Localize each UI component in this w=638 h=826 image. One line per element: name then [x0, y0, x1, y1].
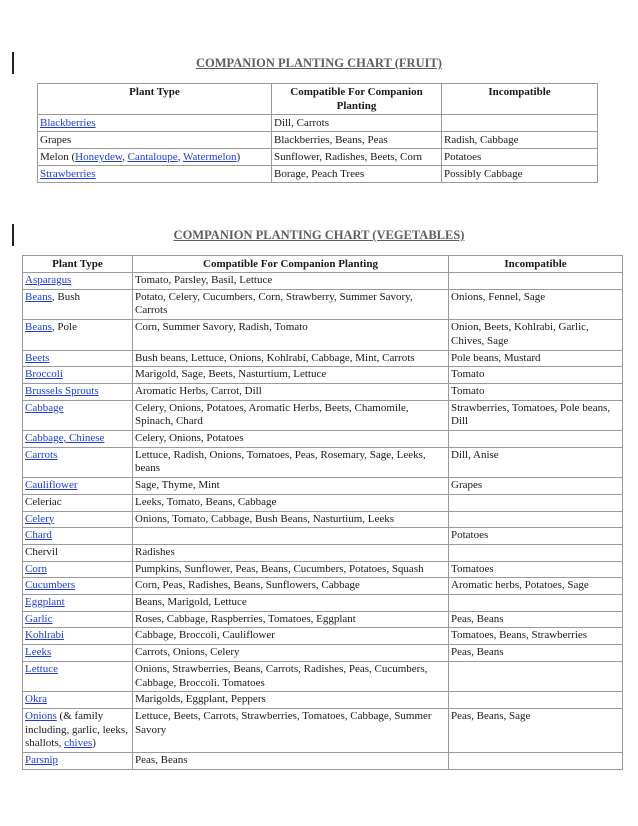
- incompatible-cell: Aromatic herbs, Potatoes, Sage: [449, 578, 623, 595]
- incompatible-cell: Dill, Anise: [449, 447, 623, 477]
- compatible-cell: Celery, Onions, Potatoes, Aromatic Herbs, Beets, Chamomile, Spinach, Chard: [133, 400, 449, 430]
- plant-link[interactable]: Corn: [25, 562, 47, 575]
- plant-link[interactable]: Broccoli: [25, 368, 63, 381]
- incompatible-cell: Potatoes: [442, 149, 598, 166]
- plant-link[interactable]: Onions: [25, 709, 57, 722]
- plant-type-cell: [23, 273, 133, 290]
- table-row: [23, 645, 623, 662]
- table-row: [23, 628, 623, 645]
- fruit-chart-title: COMPANION PLANTING CHART (FRUIT): [196, 56, 442, 70]
- fruit-header-plant-type: Plant Type: [38, 84, 272, 115]
- plant-text: Celeriac: [25, 495, 62, 508]
- compatible-cell: Carrots, Onions, Celery: [133, 645, 449, 662]
- table-row: [38, 132, 598, 149]
- incompatible-cell: Onions, Fennel, Sage: [449, 289, 623, 319]
- compatible-cell: Tomato, Parsley, Basil, Lettuce: [133, 273, 449, 290]
- table-row: [23, 494, 623, 511]
- incompatible-cell: [449, 273, 623, 290]
- table-row: [23, 595, 623, 612]
- plant-link[interactable]: Garlic: [25, 612, 53, 625]
- table-row: [23, 578, 623, 595]
- table-row: [23, 692, 623, 709]
- table-row: [23, 447, 623, 477]
- compatible-cell: Onions, Strawberries, Beans, Carrots, Radishes, Peas, Cucumbers, Cabbage, Broccoli. Tomatoes: [133, 661, 449, 691]
- incompatible-cell: Tomatoes: [449, 561, 623, 578]
- incompatible-cell: Potatoes: [449, 528, 623, 545]
- incompatible-cell: [449, 544, 623, 561]
- plant-link[interactable]: Beans: [25, 321, 52, 334]
- plant-link[interactable]: Leeks: [25, 646, 52, 659]
- plant-type-cell: [23, 447, 133, 477]
- plant-text: Chervil: [25, 545, 58, 558]
- veg-header-incompatible: Incompatible: [449, 256, 623, 273]
- compatible-cell: Pumpkins, Sunflower, Peas, Beans, Cucumbers, Potatoes, Squash: [133, 561, 449, 578]
- plant-type-cell: [23, 320, 133, 350]
- compatible-cell: [133, 528, 449, 545]
- compatible-cell: Leeks, Tomato, Beans, Cabbage: [133, 494, 449, 511]
- plant-link[interactable]: chives: [64, 737, 93, 750]
- compatible-cell: Radishes: [133, 544, 449, 561]
- plant-link[interactable]: Watermelon: [183, 151, 237, 163]
- plant-text: ): [92, 737, 96, 750]
- incompatible-cell: [449, 431, 623, 448]
- table-row: [23, 320, 623, 350]
- compatible-cell: Sage, Thyme, Mint: [133, 478, 449, 495]
- plant-link[interactable]: Cauliflower: [25, 479, 78, 492]
- plant-link[interactable]: Brussels Sprouts: [25, 384, 99, 397]
- plant-type-cell: [23, 431, 133, 448]
- table-row: [23, 367, 623, 384]
- fruit-header-compatible: Compatible For Companion Planting: [272, 84, 442, 115]
- compatible-cell: Roses, Cabbage, Raspberries, Tomatoes, Eggplant: [133, 611, 449, 628]
- compatible-cell: Corn, Peas, Radishes, Beans, Sunflowers, Cabbage: [133, 578, 449, 595]
- plant-link[interactable]: Okra: [25, 693, 47, 706]
- plant-type-cell: [23, 628, 133, 645]
- compatible-cell: Lettuce, Radish, Onions, Tomatoes, Peas, Rosemary, Sage, Leeks, beans: [133, 447, 449, 477]
- incompatible-cell: [449, 494, 623, 511]
- plant-type-cell: [23, 367, 133, 384]
- fruit-table-header-row: [38, 84, 598, 115]
- plant-link[interactable]: Strawberries: [40, 168, 96, 180]
- incompatible-cell: Peas, Beans, Sage: [449, 708, 623, 752]
- plant-link[interactable]: Honeydew: [75, 151, 123, 163]
- plant-type-cell: [23, 561, 133, 578]
- table-row: [23, 661, 623, 691]
- compatible-cell: Peas, Beans: [133, 753, 449, 770]
- compatible-cell: Onions, Tomato, Cabbage, Bush Beans, Nasturtium, Leeks: [133, 511, 449, 528]
- compatible-cell: Sunflower, Radishes, Beets, Corn: [272, 149, 442, 166]
- table-row: [38, 115, 598, 132]
- incompatible-cell: Tomato: [449, 367, 623, 384]
- incompatible-cell: [449, 595, 623, 612]
- table-row: [38, 166, 598, 183]
- plant-type-cell: [23, 289, 133, 319]
- plant-link[interactable]: Lettuce: [25, 662, 58, 675]
- incompatible-cell: Pole beans, Mustard: [449, 350, 623, 367]
- plant-link[interactable]: Cantaloupe: [127, 151, 178, 163]
- compatible-cell: Cabbage, Broccoli, Cauliflower: [133, 628, 449, 645]
- plant-link[interactable]: Chard: [25, 529, 52, 542]
- plant-type-cell: [23, 753, 133, 770]
- compatible-cell: Blackberries, Beans, Peas: [272, 132, 442, 149]
- veg-table-header-row: [23, 256, 623, 273]
- incompatible-cell: [442, 115, 598, 132]
- incompatible-cell: [449, 753, 623, 770]
- compatible-cell: Borage, Peach Trees: [272, 166, 442, 183]
- table-row: [23, 528, 623, 545]
- incompatible-cell: Peas, Beans: [449, 611, 623, 628]
- plant-type-cell: [38, 166, 272, 183]
- table-row: [23, 511, 623, 528]
- plant-type-cell: [23, 544, 133, 561]
- incompatible-cell: Strawberries, Tomatoes, Pole beans, Dill: [449, 400, 623, 430]
- plant-link[interactable]: Cabbage: [25, 401, 64, 414]
- compatible-cell: Beans, Marigold, Lettuce: [133, 595, 449, 612]
- table-row: [23, 289, 623, 319]
- plant-text: Grapes: [40, 134, 72, 146]
- compatible-cell: Corn, Summer Savory, Radish, Tomato: [133, 320, 449, 350]
- plant-type-cell: [38, 132, 272, 149]
- plant-type-cell: [23, 494, 133, 511]
- table-row: [23, 273, 623, 290]
- incompatible-cell: Onion, Beets, Kohlrabi, Garlic, Chives, Sage: [449, 320, 623, 350]
- fruit-header-incompatible: Incompatible: [442, 84, 598, 115]
- plant-type-cell: [23, 478, 133, 495]
- plant-text: ): [236, 151, 241, 163]
- plant-link[interactable]: Cucumbers: [25, 579, 76, 592]
- table-row: [23, 478, 623, 495]
- table-row: [38, 149, 598, 166]
- compatible-cell: Bush beans, Lettuce, Onions, Kohlrabi, Cabbage, Mint, Carrots: [133, 350, 449, 367]
- compatible-cell: Dill, Carrots: [272, 115, 442, 132]
- plant-link[interactable]: Blackberries: [40, 117, 96, 129]
- plant-text: ,: [122, 151, 128, 163]
- plant-link[interactable]: Beets: [25, 351, 50, 364]
- table-row: [23, 753, 623, 770]
- plant-text: , Pole: [51, 321, 77, 334]
- vegetables-table-body: [23, 273, 623, 770]
- fruit-table-body: [38, 115, 598, 183]
- incompatible-cell: Possibly Cabbage: [442, 166, 598, 183]
- plant-type-cell: [23, 708, 133, 752]
- plant-link[interactable]: Cabbage, Chinese: [25, 432, 105, 445]
- plant-link[interactable]: Carrots: [25, 448, 58, 461]
- plant-text: ,: [177, 151, 184, 163]
- incompatible-cell: Tomato: [449, 383, 623, 400]
- compatible-cell: Marigolds, Eggplant, Peppers: [133, 692, 449, 709]
- table-row: [23, 611, 623, 628]
- incompatible-cell: [449, 511, 623, 528]
- plant-link[interactable]: Beans: [25, 290, 52, 303]
- plant-link[interactable]: Parsnip: [25, 754, 58, 767]
- plant-link[interactable]: Asparagus: [25, 274, 72, 286]
- incompatible-cell: [449, 661, 623, 691]
- compatible-cell: Celery, Onions, Potatoes: [133, 431, 449, 448]
- plant-type-cell: [23, 383, 133, 400]
- plant-type-cell: [23, 350, 133, 367]
- plant-type-cell: [38, 115, 272, 132]
- compatible-cell: Aromatic Herbs, Carrot, Dill: [133, 383, 449, 400]
- compatible-cell: Potato, Celery, Cucumbers, Corn, Strawberry, Summer Savory, Carrots: [133, 289, 449, 319]
- table-row: [23, 544, 623, 561]
- plant-type-cell: [23, 400, 133, 430]
- plant-link[interactable]: Eggplant: [25, 596, 65, 609]
- fruit-companion-table: [37, 83, 598, 183]
- table-row: [23, 383, 623, 400]
- incompatible-cell: [449, 692, 623, 709]
- plant-text: Melon (: [40, 151, 76, 163]
- veg-header-compatible: Compatible For Companion Planting: [133, 256, 449, 273]
- plant-link[interactable]: Celery: [25, 512, 55, 525]
- incompatible-cell: Peas, Beans: [449, 645, 623, 662]
- plant-type-cell: [23, 528, 133, 545]
- table-row: [23, 400, 623, 430]
- incompatible-cell: Tomatoes, Beans, Strawberries: [449, 628, 623, 645]
- plant-text: (& family including, garlic, leeks, shallots,: [25, 709, 128, 750]
- table-row: [23, 431, 623, 448]
- plant-text: , Bush: [51, 290, 81, 303]
- table-row: [23, 561, 623, 578]
- incompatible-cell: Grapes: [449, 478, 623, 495]
- compatible-cell: Lettuce, Beets, Carrots, Strawberries, Tomatoes, Cabbage, Summer Savory: [133, 708, 449, 752]
- plant-type-cell: [23, 692, 133, 709]
- plant-type-cell: [23, 578, 133, 595]
- vegetables-companion-table: [22, 255, 623, 770]
- plant-link[interactable]: Kohlrabi: [25, 629, 65, 642]
- compatible-cell: Marigold, Sage, Beets, Nasturtium, Lettuce: [133, 367, 449, 384]
- plant-type-cell: [23, 595, 133, 612]
- plant-type-cell: [23, 611, 133, 628]
- vegetables-chart-title: COMPANION PLANTING CHART (VEGETABLES): [173, 228, 465, 242]
- plant-type-cell: [23, 511, 133, 528]
- plant-type-cell: [38, 149, 272, 166]
- plant-type-cell: [23, 645, 133, 662]
- table-row: [23, 708, 623, 752]
- incompatible-cell: Radish, Cabbage: [442, 132, 598, 149]
- veg-header-plant-type: Plant Type: [23, 256, 133, 273]
- plant-type-cell: [23, 661, 133, 691]
- table-row: [23, 350, 623, 367]
